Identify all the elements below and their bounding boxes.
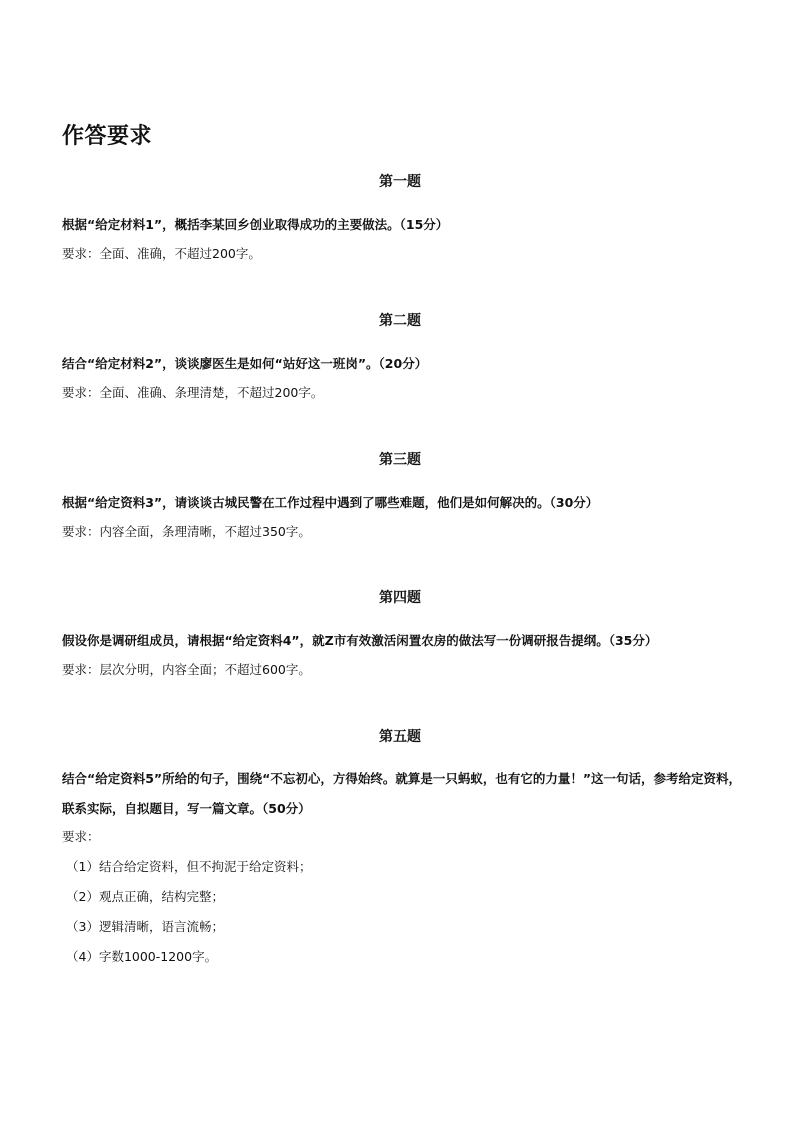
- question-4-prompt: 假设你是调研组成员，请根据“给定资料4”，就Z市有效激活闲置农房的做法写一份调研报告提纲。（35分）: [62, 633, 658, 648]
- question-2-requirement: 要求：全面、准确、条理清楚，不超过200字。: [62, 385, 324, 400]
- question-3-requirement: 要求：内容全面，条理清晰，不超过350字。: [62, 524, 311, 539]
- list-item: （1）结合给定资料，但不拘泥于给定资料；: [66, 859, 312, 874]
- question-1-prompt: 根据“给定材料1”，概括李某回乡创业取得成功的主要做法。（15分）: [62, 217, 449, 232]
- document-title: 作答要求: [62, 124, 153, 149]
- question-2-heading: 第二题: [379, 313, 421, 329]
- question-5-requirement-list: [66, 857, 311, 977]
- question-1-requirement: 要求：全面、准确，不超过200字。: [62, 246, 261, 261]
- question-4-requirement: 要求：层次分明，内容全面；不超过600字。: [62, 662, 311, 677]
- list-item: （3）逻辑清晰，语言流畅；: [66, 919, 224, 934]
- question-5-prompt: 结合“给定资料5”所给的句子，围绕“不忘初心，方得始终。就算是一只蚂蚁，也有它的力量！”这一句话，参考给定资料，联系实际，自拟题目，写一篇文章。（50分）: [62, 771, 742, 816]
- question-3-heading: 第三题: [379, 452, 421, 468]
- question-5-heading: 第五题: [379, 729, 421, 745]
- question-5-requirement: 要求：: [62, 829, 100, 844]
- question-4-heading: 第四题: [379, 590, 421, 606]
- question-1-heading: 第一题: [379, 174, 421, 190]
- question-2-prompt: 结合“给定材料2”，谈谈廖医生是如何“站好这一班岗”。（20分）: [62, 356, 428, 371]
- list-item: （2）观点正确，结构完整；: [66, 889, 224, 904]
- list-item: （4）字数1000-1200字。: [66, 949, 218, 964]
- question-3-prompt: 根据“给定资料3”，请谈谈古城民警在工作过程中遇到了哪些难题，他们是如何解决的。（30分）: [62, 495, 599, 510]
